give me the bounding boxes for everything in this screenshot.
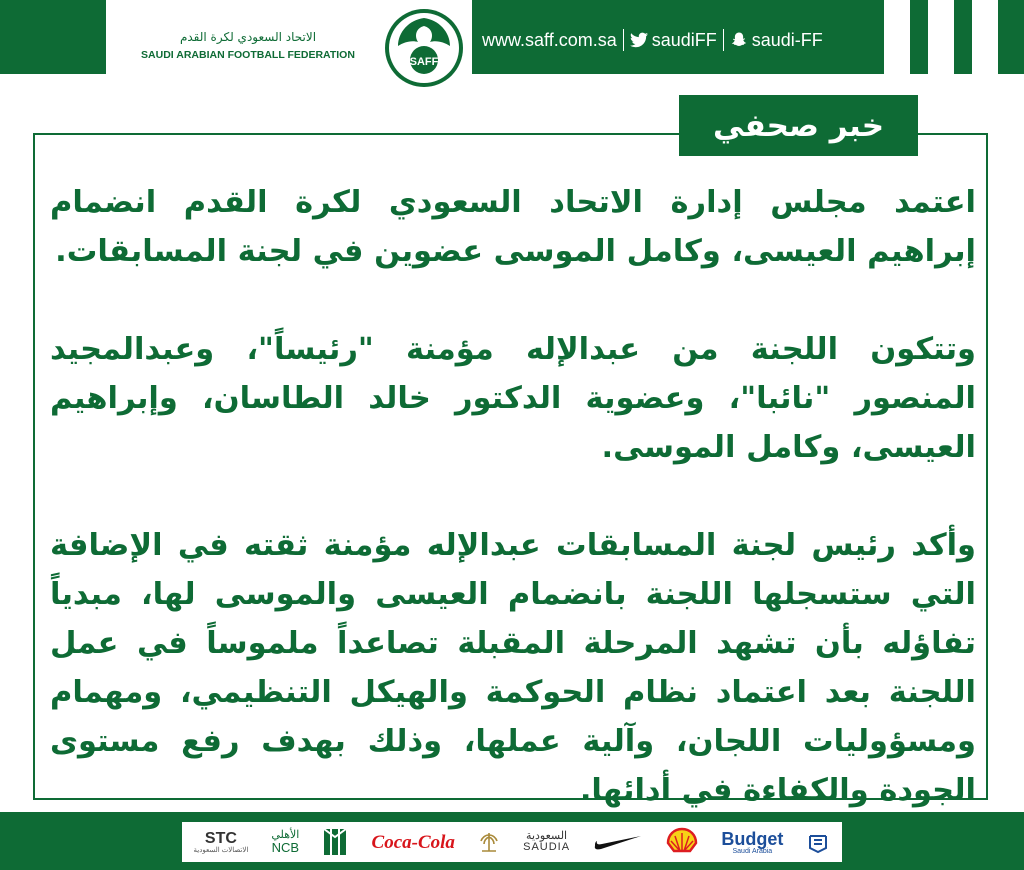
shell-icon [666,827,698,857]
header-stripe [928,0,954,74]
ncb-logo [271,830,299,854]
stc-logo [194,831,249,854]
stc-sub: الاتصالات السعودية [193,846,249,854]
federation-name-en: SAUDI ARABIAN FOOTBALL FEDERATION [141,49,355,61]
budget-name: Budget [721,828,784,849]
saudia-palm-icon [478,829,500,855]
divider [723,29,724,51]
saudia-logo [523,831,570,853]
saff-logo-icon [384,8,464,88]
header-green-left [0,0,106,74]
header-stripe [884,0,910,74]
header-bar [0,0,1024,74]
website-link[interactable]: www.saff.com.sa [482,29,617,50]
paragraph-3: وأكد رئيس لجنة المسابقات عبدالإله مؤمنة ثقته في الإضافة التي ستسجلها اللجنة بانضمام العيسى والموسى لها، مبدياً تفاؤله بأن تشهد المرحلة المقبلة تصاعداً ملموساً في عمل اللجنة بعد اعتماد نظام الحوكمة والهيكل التنظيمي، ومهمام ومسؤوليات اللجان، وآلية عملها، وذلك بهدف رفع مستوى الجودة والكفاءة في أدائها. [50,528,976,808]
snapchat-icon [730,31,748,49]
social-links [482,28,823,52]
paragraph-1: اعتمد مجلس إدارة الاتحاد السعودي لكرة القدم انضمام إبراهيم العيسى، وكامل الموسى عضوين في لجنة المسابقات. [50,185,976,269]
federation-name-ar: الاتحاد السعودي لكرة القدم [179,30,317,44]
header-stripe [972,0,998,74]
emblem-icon [806,830,830,854]
divider [623,29,624,51]
paragraph-2: وتتكون اللجنة من عبدالإله مؤمنة "رئيساً"، وعبدالمجيد المنصور "نائبا"، وعضوية الدكتور خالد الطاسان، وإبراهيم العيسى، وكامل الموسى. [50,332,976,465]
nike-swoosh-icon [593,832,643,852]
twitter-handle[interactable]: saudiFF [651,29,717,50]
ncb-logo-icon [322,827,348,857]
twitter-icon [630,32,648,48]
saudia-name-en: SAUDIA [523,841,571,853]
budget-sub: Saudi Arabia [732,847,773,855]
article-body [50,178,976,815]
logo-text: SAFF [409,56,439,68]
sponsor-strip [182,822,842,862]
saudia-name-ar: السعودية [526,830,568,842]
stc-name: STC [204,829,237,847]
coca-cola-logo: Coca-Cola [371,831,455,853]
ncb-name-en: NCB [271,840,300,855]
snapchat-handle[interactable]: saudi-FF [751,29,823,50]
ncb-name-ar: الأهلي [271,829,300,841]
budget-logo [721,830,783,855]
press-release-label: خبر صحفي [679,95,918,156]
